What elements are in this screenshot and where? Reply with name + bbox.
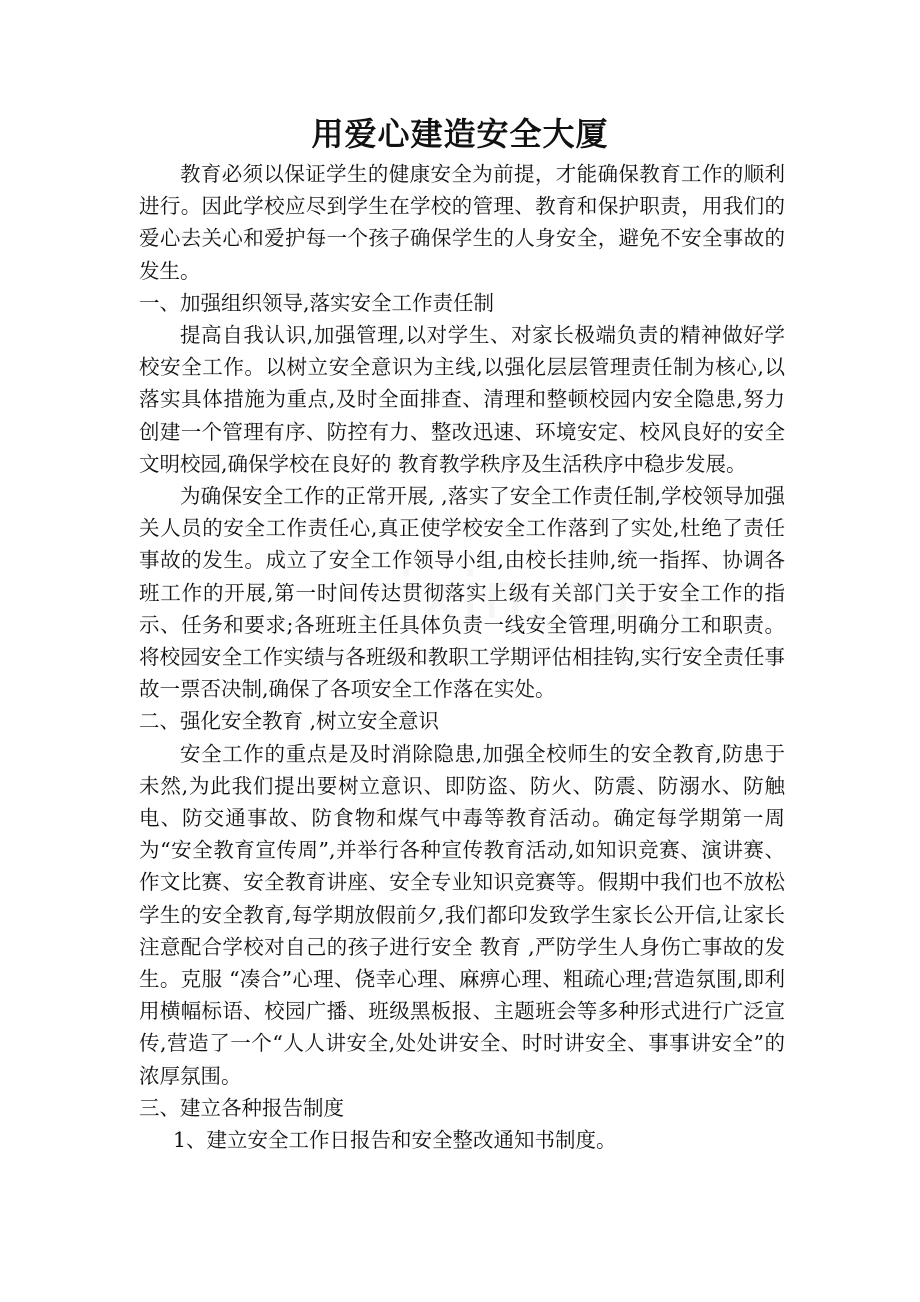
document-title: 用爱心建造安全大厦 bbox=[311, 115, 609, 153]
section-heading-2: 二、强化安全教育 ,树立安全意识 bbox=[139, 709, 440, 734]
section-heading-3: 三、建立各种报告制度 bbox=[139, 1095, 344, 1120]
section-1-paragraph-1: 提高自我认识,加强管理,以对学生、对家长极端负责的精神做好学校安全工作。以树立安全意识为主线,以强化层层管理责任制为核心,以落实具体措施为重点,及时全面排查、清理和整顿校园内安全隐患,努力创建一个管理有序、防控有力、整改迅速、环境安定、校风良好的安全文明校园,确保学校在良好的 教育教学秩序及生活秩序中稳步发展。 bbox=[139, 323, 785, 476]
intro-paragraph: 教育必须以保证学生的健康安全为前提，才能确保教育工作的顺利进行。因此学校应尽到学生在学校的管理、教育和保护职责，用我们的爱心去关心和爱护每一个孩子确保学生的人身安全，避免不安全事故的发生。 bbox=[139, 162, 785, 283]
section-heading-1: 一、加强组织领导,落实安全工作责任制 bbox=[139, 290, 495, 315]
section-1-paragraph-2: 为确保安全工作的正常开展, ,落实了安全工作责任制,学校领导加强关人员的安全工作责任心,真正使学校安全工作落到了实处,杜绝了责任事故的发生。成立了安全工作领导小组,由校长挂帅,统一指挥、协调各班工作的开展,第一时间传达贯彻落实上级有关部门关于安全工作的指示、任务和要求;各班班主任具体负责一线安全管理,明确分工和职责。将校园安全工作实绩与各班级和教职工学期评估相挂钩,实行安全责任事故一票否决制,确保了各项安全工作落在实处。 bbox=[139, 484, 785, 702]
document-body bbox=[139, 158, 785, 1156]
section-3-item-1: 1、建立安全工作日报告和安全整改通知书制度。 bbox=[173, 1128, 617, 1153]
section-2-paragraph-1: 安全工作的重点是及时消除隐患,加强全校师生的安全教育,防患于未然,为此我们提出要树立意识、即防盗、防火、防震、防溺水、防触电、防交通事故、防食物和煤气中毒等教育活动。确定每学期第一周为“安全教育宣传周”,并举行各种宣传教育活动,如知识竞赛、演讲赛、 作文比赛、安全教育讲座、安全专业知识竞赛等。假期中我们也不放松学生的安全教育,每学期放假前夕,我们都印发致学生家长公开信,让家长注意配合学校对自己的孩子进行安全 教育 ,严防学生人身伤亡事故的发生。克服 “凑合”心理、侥幸心理、麻痹心理、粗疏心理;营造氛围,即利用横幅标语、校园广播、班级黑板报、主题班会等多种形式进行广泛宣传,营造了一个“人人讲安全,处处讲安全、时时讲安全、事事讲安全”的浓厚氛围。 bbox=[139, 741, 785, 1088]
